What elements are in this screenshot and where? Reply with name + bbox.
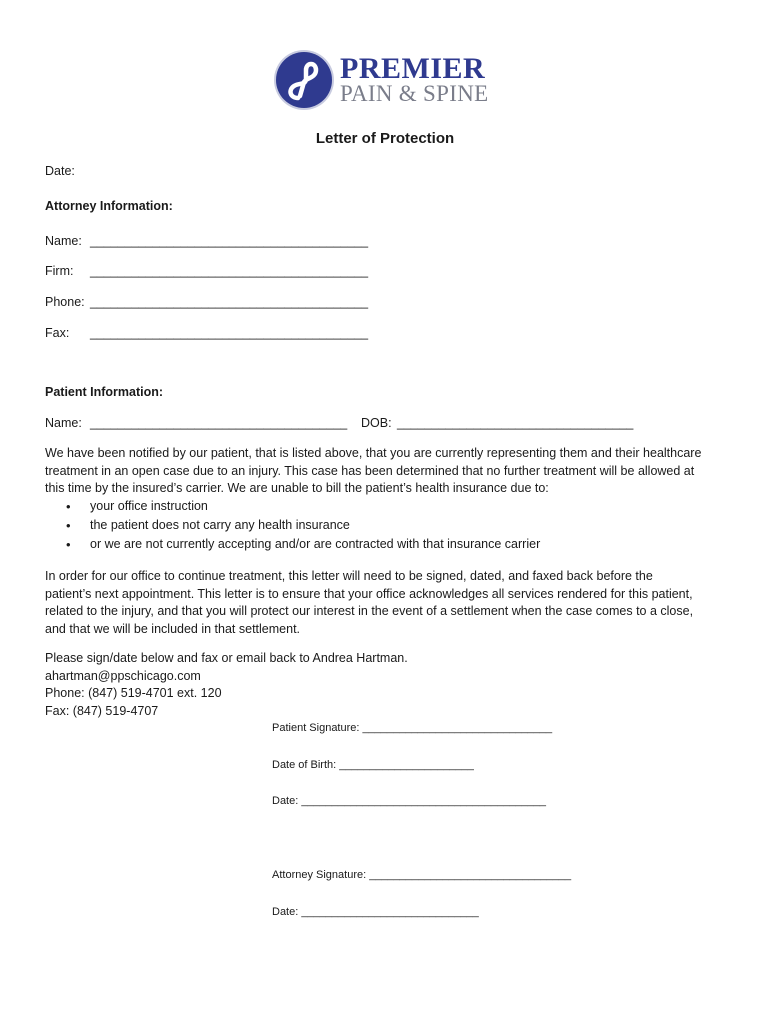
date-label: Date: <box>45 164 75 178</box>
paragraph-line: and that we will be included in that settlement. <box>45 621 301 636</box>
attorney-fax-label: Fax: <box>45 326 70 340</box>
paragraph-line: In order for our office to continue treatment, this letter will need to be signed, dated, and faxed back before the <box>45 569 653 583</box>
logo-title: PREMIER <box>340 52 486 85</box>
contact-block <box>45 650 735 720</box>
list-item: • your office instruction <box>62 497 540 516</box>
attorney-phone-field[interactable]: ________________________________________ <box>90 295 369 309</box>
patient-signature-field[interactable]: Patient Signature: _______________________________ <box>272 722 553 734</box>
attorney-name-field[interactable]: ________________________________________ <box>90 234 369 248</box>
logo-subtitle: PAIN & SPINE <box>340 81 489 106</box>
contact-instruction: Please sign/date below and fax or email back to Andrea Hartman. <box>45 651 408 665</box>
reason-list <box>62 497 540 554</box>
treatment-paragraph <box>45 568 735 638</box>
patient-dob-label: DOB: <box>361 416 392 430</box>
contact-fax: Fax: (847) 519-4707 <box>45 703 159 718</box>
company-logo <box>276 52 498 110</box>
attorney-fax-field[interactable]: ________________________________________ <box>90 326 369 340</box>
list-item: • or we are not currently accepting and/or are contracted with that insurance carrier <box>62 535 540 554</box>
patient-date-field[interactable]: Date: ________________________________________ <box>272 795 547 807</box>
notification-paragraph <box>45 445 735 498</box>
attorney-signature-field[interactable]: Attorney Signature: _________________________________ <box>272 869 572 881</box>
paragraph-line: related to the injury, and that you will protect our interest in the event of a settlement when the case comes to a close, <box>45 604 694 618</box>
patient-heading: Patient Information: <box>45 385 164 399</box>
paragraph-line: treatment in an open case due to an injury. This case has been determined that no further treatment will be allowed at <box>45 463 695 478</box>
premier-monogram-icon <box>276 52 332 108</box>
paragraph-line: this time by the insured’s carrier. We are unable to bill the patient’s health insurance due to: <box>45 481 549 495</box>
attorney-phone-label: Phone: <box>45 295 85 309</box>
attorney-firm-label: Firm: <box>45 264 74 278</box>
attorney-name-label: Name: <box>45 234 82 248</box>
patient-name-field[interactable]: _____________________________________ <box>90 416 348 430</box>
attorney-heading: Attorney Information: <box>45 199 173 213</box>
patient-dob-field[interactable]: __________________________________ <box>397 416 634 430</box>
paragraph-line: We have been notified by our patient, that is listed above, that you are currently representing them and their healthcare <box>45 446 702 460</box>
attorney-firm-field[interactable]: ________________________________________ <box>90 264 369 278</box>
document-title: Letter of Protection <box>315 130 455 147</box>
date-of-birth-field[interactable]: Date of Birth: ______________________ <box>272 759 474 771</box>
paragraph-line: patient’s next appointment. This letter is to ensure that your office acknowledges all services rendered for this patient, <box>45 586 693 601</box>
patient-name-label: Name: <box>45 416 82 430</box>
contact-phone: Phone: (847) 519-4701 ext. 120 <box>45 686 222 700</box>
attorney-date-field[interactable]: Date: _____________________________ <box>272 906 479 918</box>
list-item: • the patient does not carry any health insurance <box>62 516 540 535</box>
contact-email[interactable]: ahartman@ppschicago.com <box>45 668 201 683</box>
